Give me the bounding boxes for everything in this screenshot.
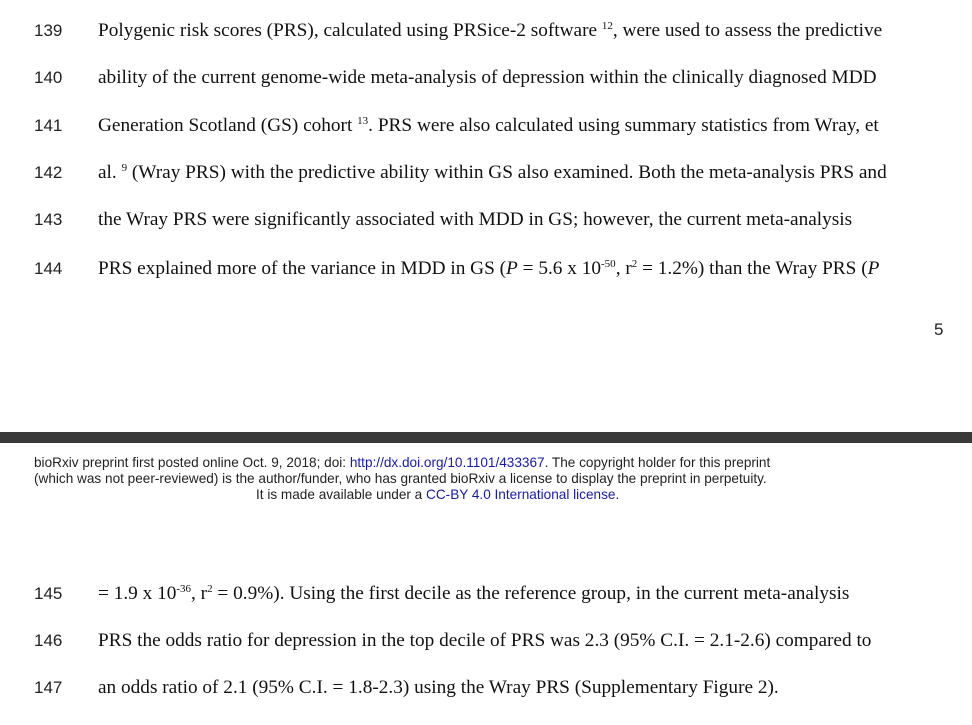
superscript: 2 (631, 258, 638, 270)
superscript: -50 (601, 258, 616, 270)
license-prefix-text: It is made available under a (256, 487, 427, 502)
text-segment: an odds ratio of 2.1 (95% C.I. = 1.8-2.3) using the Wray PRS (Supplementary Figure 2). (98, 677, 779, 698)
line-text (98, 205, 958, 235)
line-text (98, 111, 958, 141)
text-segment: , r (191, 583, 208, 604)
preprint-header-line-3 (256, 487, 619, 503)
line-text (98, 16, 958, 46)
text-segment: ability of the current genome-wide meta-analysis of depression within the clinically diagnosed MDD (98, 67, 877, 88)
page-number: 5 (934, 320, 944, 339)
license-link[interactable]: CC-BY 4.0 International license (426, 487, 616, 502)
line-text (98, 579, 958, 609)
text-segment: the Wray PRS were significantly associated with MDD in GS; however, the current meta-analysis (98, 209, 853, 230)
manuscript-line (0, 63, 972, 93)
superscript: 12 (601, 20, 613, 32)
text-segment: = 1.9 x 10 (98, 583, 177, 604)
manuscript-line (0, 158, 972, 188)
text-segment: PRS explained more of the variance in MDD in GS ( (98, 258, 507, 279)
superscript: 9 (121, 162, 128, 174)
manuscript-line (0, 579, 972, 609)
manuscript-line (0, 111, 972, 141)
text-segment: = 5.6 x 10 (517, 258, 602, 279)
doi-link[interactable]: http://dx.doi.org/10.1101/433367 (349, 455, 545, 470)
line-text (98, 158, 958, 188)
line-number: 143 (34, 210, 63, 229)
line-text (98, 254, 958, 284)
license-suffix-text: . (615, 487, 620, 502)
line-number: 147 (34, 678, 63, 697)
superscript: -36 (176, 583, 192, 595)
text-segment: = 0.9%). Using the first decile as the reference group, in the current meta-analysis (212, 583, 850, 604)
line-number: 140 (34, 68, 63, 87)
manuscript-line (0, 16, 972, 46)
text-segment: Polygenic risk scores (PRS), calculated using PRSice-2 software (98, 20, 602, 41)
line-text (98, 626, 958, 656)
page-divider (0, 432, 972, 443)
line-number: 146 (34, 631, 63, 650)
text-segment: , r (615, 258, 632, 279)
line-number: 144 (34, 259, 63, 278)
text-segment: , were used to assess the predictive (612, 20, 883, 41)
line-number: 145 (34, 584, 63, 603)
text-segment: al. (98, 162, 122, 183)
text-segment: Generation Scotland (GS) cohort (98, 115, 358, 136)
italic-text: P (867, 258, 880, 279)
text-segment: PRS the odds ratio for depression in the top decile of PRS was 2.3 (95% C.I. = 2.1-2.6) compared to (98, 630, 872, 651)
text-segment: . PRS were also calculated using summary statistics from Wray, et (368, 115, 879, 136)
line-text (98, 63, 958, 93)
manuscript-line (0, 254, 972, 284)
manuscript-line (0, 626, 972, 656)
superscript: 13 (357, 115, 369, 127)
preprint-header-line-2: (which was not peer-reviewed) is the author/funder, who has granted bioRxiv a license to display the preprint in perpetuity. (34, 471, 767, 486)
line-text (98, 673, 958, 703)
manuscript-line (0, 673, 972, 703)
manuscript-line (0, 205, 972, 235)
text-segment: = 1.2%) than the Wray PRS ( (637, 258, 868, 279)
italic-text: P (506, 258, 518, 279)
preprint-header-line-1 (34, 455, 770, 471)
superscript: 2 (207, 583, 213, 595)
line-number: 141 (34, 116, 63, 135)
line-number: 142 (34, 163, 63, 182)
copyright-text: . The copyright holder for this preprint (544, 455, 771, 470)
preprint-posted-text: bioRxiv preprint first posted online Oct. 9, 2018; doi: (34, 455, 350, 470)
line-number: 139 (34, 21, 63, 40)
text-segment: (Wray PRS) with the predictive ability within GS also examined. Both the meta-analysis PRS and (127, 162, 887, 183)
